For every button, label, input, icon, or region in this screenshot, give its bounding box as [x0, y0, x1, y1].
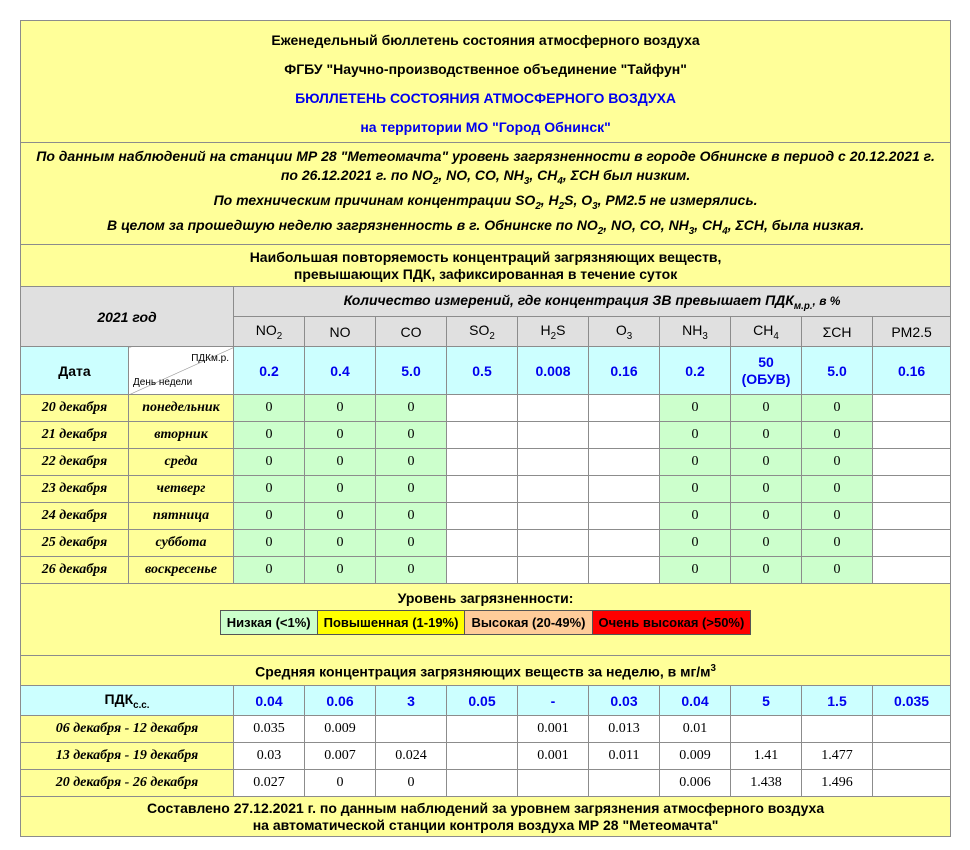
- row-value: [518, 476, 589, 503]
- summary-line-1: По данным наблюдений на станции МР 28 "Метеомачта" уровень загрязненности в городе Обнинске в период с 20.12.2021 г. по 26.12.2021 г. по $NO_2$, NO, CO, $NH_3$, $CH_4$, ΣCH был низким.: [36, 148, 935, 187]
- row-value: 0: [234, 422, 305, 449]
- row-value: [518, 422, 589, 449]
- avg-value: 0.009: [660, 743, 731, 770]
- row-value: 0: [234, 395, 305, 422]
- avg-value: 1.438: [731, 770, 802, 797]
- avg-value: 0.03: [234, 743, 305, 770]
- row-weekday: вторник: [129, 422, 234, 449]
- pdk-mr-row: [21, 347, 951, 395]
- row-value: 0: [802, 449, 873, 476]
- pollutant-header: $NO_2$: [234, 317, 305, 347]
- diag-pdk-label: ПДКм.р.: [191, 353, 229, 365]
- level-title: Уровень загрязненности:: [397, 590, 574, 607]
- freq-title-line-2: превышающих ПДК, зафиксированная в течение суток: [293, 265, 678, 282]
- avg-value: 0: [376, 770, 447, 797]
- row-value: 0: [234, 449, 305, 476]
- row-value: 0: [305, 422, 376, 449]
- avg-value: [447, 770, 518, 797]
- pollutant-header: $CH_4$: [731, 317, 802, 347]
- summary-line-2: По техническим причинам концентрации $SO_2$, $H_2S$, $O_3$, PM2.5 не измерялись.: [213, 191, 758, 212]
- avg-title: Средняя концентрация загрязняющих веществ за неделю, в $мг/м^3$: [21, 656, 951, 686]
- avg-value: 0.011: [589, 743, 660, 770]
- row-value: 0: [376, 530, 447, 557]
- table-row: [21, 770, 951, 797]
- header-line-1: Еженедельный бюллетень состояния атмосферного воздуха: [271, 31, 700, 48]
- row-value: [873, 449, 951, 476]
- pdk-mr-value: 5.0: [802, 347, 873, 395]
- level-item: Очень высокая (>50%): [593, 611, 751, 634]
- pdk-cc-row: [21, 686, 951, 716]
- diag-day-label: День недели: [133, 377, 193, 389]
- header-line-4: на территории МО "Город Обнинск": [360, 118, 611, 135]
- row-value: 0: [731, 530, 802, 557]
- row-value: 0: [660, 395, 731, 422]
- row-weekday: понедельник: [129, 395, 234, 422]
- row-value: [447, 449, 518, 476]
- table-row: [21, 503, 951, 530]
- pdk-cc-value: 0.04: [234, 686, 305, 716]
- row-value: [518, 503, 589, 530]
- year-label: 2021 год: [21, 287, 234, 347]
- avg-value: 0.006: [660, 770, 731, 797]
- row-value: [518, 530, 589, 557]
- row-value: [873, 557, 951, 584]
- avg-rows: [21, 716, 951, 797]
- pdk-cc-value: 5: [731, 686, 802, 716]
- row-value: [589, 476, 660, 503]
- pdk-cc-label: $ПДК_{с.с.}$: [21, 686, 234, 716]
- pdk-mr-value: 0.4: [305, 347, 376, 395]
- row-value: 0: [660, 422, 731, 449]
- row-value: [589, 557, 660, 584]
- pollutant-header: $NH_3$: [660, 317, 731, 347]
- summary-text: [21, 143, 951, 245]
- avg-value: [518, 770, 589, 797]
- freq-title: [21, 245, 951, 287]
- footer-text: [21, 797, 951, 837]
- avg-period: 20 декабря - 26 декабря: [21, 770, 234, 797]
- avg-value: 1.477: [802, 743, 873, 770]
- pdk-cc-value: 0.035: [873, 686, 951, 716]
- pollutant-header: $O_3$: [589, 317, 660, 347]
- row-weekday: четверг: [129, 476, 234, 503]
- avg-value: [873, 716, 951, 743]
- bulletin-header: [21, 21, 951, 143]
- pdk-mr-value: 0.2: [234, 347, 305, 395]
- table-row: [21, 743, 951, 770]
- row-value: [873, 530, 951, 557]
- row-weekday: среда: [129, 449, 234, 476]
- pdk-mr-value: 5.0: [376, 347, 447, 395]
- pollutant-header: ΣCH: [802, 317, 873, 347]
- row-value: [518, 395, 589, 422]
- footer-line-1: Составлено 27.12.2021 г. по данным наблюдений за уровнем загрязнения атмосферного воздуха: [146, 799, 825, 816]
- level-legend: [220, 610, 752, 635]
- row-weekday: суббота: [129, 530, 234, 557]
- row-value: [447, 395, 518, 422]
- avg-value: [873, 743, 951, 770]
- header-line-3: БЮЛЛЕТЕНЬ СОСТОЯНИЯ АТМОСФЕРНОГО ВОЗДУХА: [295, 89, 677, 106]
- row-value: [447, 557, 518, 584]
- row-value: 0: [376, 449, 447, 476]
- avg-value: 1.41: [731, 743, 802, 770]
- count-label: Количество измерений, где концентрация ЗВ превышает $ПДК_{м.р.}$, в %: [234, 287, 951, 317]
- row-value: 0: [802, 503, 873, 530]
- row-value: 0: [802, 530, 873, 557]
- footer-line-2: на автоматической станции контроля воздуха МР 28 "Метеомачта": [252, 816, 719, 833]
- avg-value: [447, 716, 518, 743]
- row-value: 0: [660, 530, 731, 557]
- row-date: 21 декабря: [21, 422, 129, 449]
- row-date: 22 декабря: [21, 449, 129, 476]
- row-value: 0: [802, 476, 873, 503]
- row-value: 0: [802, 395, 873, 422]
- table-row: [21, 449, 951, 476]
- row-weekday: воскресенье: [129, 557, 234, 584]
- diagonal-header: [129, 347, 234, 395]
- row-value: 0: [660, 503, 731, 530]
- row-value: [447, 503, 518, 530]
- avg-period: 13 декабря - 19 декабря: [21, 743, 234, 770]
- avg-value: 0.035: [234, 716, 305, 743]
- pollution-level-section: [21, 584, 951, 656]
- date-header: Дата: [21, 347, 129, 395]
- header-line-2: ФГБУ "Научно-производственное объединение "Тайфун": [284, 60, 687, 77]
- table-row: [21, 476, 951, 503]
- summary-line-3: В целом за прошедшую неделю загрязненность в г. Обнинске по $NO_2$, NO, CO, $NH_3$, $CH_4$, ΣCH, была низкая.: [107, 216, 865, 237]
- row-value: [589, 422, 660, 449]
- row-value: 0: [376, 557, 447, 584]
- daily-rows: [21, 395, 951, 584]
- pollutant-header: $H_2S$: [518, 317, 589, 347]
- avg-value: 0.024: [376, 743, 447, 770]
- avg-value: 0.027: [234, 770, 305, 797]
- pdk-cc-value: 1.5: [802, 686, 873, 716]
- row-value: [447, 530, 518, 557]
- row-value: 0: [731, 422, 802, 449]
- pdk-cc-value: 0.06: [305, 686, 376, 716]
- row-value: [873, 395, 951, 422]
- pollutant-header: NO: [305, 317, 376, 347]
- avg-value: 0.001: [518, 743, 589, 770]
- avg-value: [376, 716, 447, 743]
- avg-value: [873, 770, 951, 797]
- row-value: [873, 503, 951, 530]
- table-row: [21, 530, 951, 557]
- freq-title-line-1: Наибольшая повторяемость концентраций загрязняющих веществ,: [249, 248, 722, 265]
- row-weekday: пятница: [129, 503, 234, 530]
- row-value: 0: [802, 557, 873, 584]
- avg-value: [731, 716, 802, 743]
- row-value: 0: [376, 503, 447, 530]
- row-value: 0: [305, 503, 376, 530]
- pollutant-header: $SO_2$: [447, 317, 518, 347]
- table-row: [21, 422, 951, 449]
- row-value: [589, 503, 660, 530]
- row-value: 0: [305, 557, 376, 584]
- table-row: [21, 557, 951, 584]
- row-value: 0: [234, 557, 305, 584]
- level-item: Высокая (20-49%): [465, 611, 592, 634]
- row-value: 0: [660, 449, 731, 476]
- avg-period: 06 декабря - 12 декабря: [21, 716, 234, 743]
- row-value: 0: [802, 422, 873, 449]
- avg-value: 0: [305, 770, 376, 797]
- row-value: [589, 449, 660, 476]
- table-row: [21, 716, 951, 743]
- row-value: [589, 530, 660, 557]
- avg-value: 0.007: [305, 743, 376, 770]
- pdk-mr-value: 0.5: [447, 347, 518, 395]
- row-value: 0: [731, 557, 802, 584]
- level-item: Повышенная (1-19%): [318, 611, 466, 634]
- row-value: [589, 395, 660, 422]
- avg-value: 0.009: [305, 716, 376, 743]
- row-date: 23 декабря: [21, 476, 129, 503]
- row-value: 0: [305, 395, 376, 422]
- pollutant-header: CO: [376, 317, 447, 347]
- pdk-mr-value: 50 (ОБУВ): [731, 347, 802, 395]
- row-date: 26 декабря: [21, 557, 129, 584]
- row-value: [447, 476, 518, 503]
- row-date: 20 декабря: [21, 395, 129, 422]
- row-value: 0: [376, 476, 447, 503]
- row-value: 0: [731, 449, 802, 476]
- pdk-cc-value: 0.04: [660, 686, 731, 716]
- pdk-mr-value: 0.16: [589, 347, 660, 395]
- row-value: 0: [731, 395, 802, 422]
- row-date: 25 декабря: [21, 530, 129, 557]
- table-row: [21, 395, 951, 422]
- row-value: 0: [305, 530, 376, 557]
- avg-value: 0.013: [589, 716, 660, 743]
- level-item: Низкая (<1%): [221, 611, 318, 634]
- row-value: [873, 422, 951, 449]
- row-value: 0: [305, 476, 376, 503]
- bulletin-table: [20, 20, 951, 837]
- pollutant-header: PM2.5: [873, 317, 951, 347]
- avg-value: 0.01: [660, 716, 731, 743]
- pdk-cc-value: 0.03: [589, 686, 660, 716]
- row-value: 0: [731, 476, 802, 503]
- pdk-cc-value: -: [518, 686, 589, 716]
- avg-value: [802, 716, 873, 743]
- row-value: [447, 422, 518, 449]
- avg-value: 1.496: [802, 770, 873, 797]
- row-value: 0: [234, 530, 305, 557]
- avg-value: 0.001: [518, 716, 589, 743]
- avg-value: [589, 770, 660, 797]
- row-value: 0: [376, 422, 447, 449]
- row-value: [518, 449, 589, 476]
- row-value: 0: [660, 557, 731, 584]
- row-value: 0: [660, 476, 731, 503]
- row-value: 0: [305, 449, 376, 476]
- row-value: 0: [731, 503, 802, 530]
- avg-value: [447, 743, 518, 770]
- row-date: 24 декабря: [21, 503, 129, 530]
- row-value: [873, 476, 951, 503]
- row-value: 0: [376, 395, 447, 422]
- pdk-cc-value: 3: [376, 686, 447, 716]
- row-value: 0: [234, 503, 305, 530]
- row-value: [518, 557, 589, 584]
- pdk-cc-value: 0.05: [447, 686, 518, 716]
- row-value: 0: [234, 476, 305, 503]
- pdk-mr-value: 0.16: [873, 347, 951, 395]
- pdk-mr-value: 0.2: [660, 347, 731, 395]
- pdk-mr-value: 0.008: [518, 347, 589, 395]
